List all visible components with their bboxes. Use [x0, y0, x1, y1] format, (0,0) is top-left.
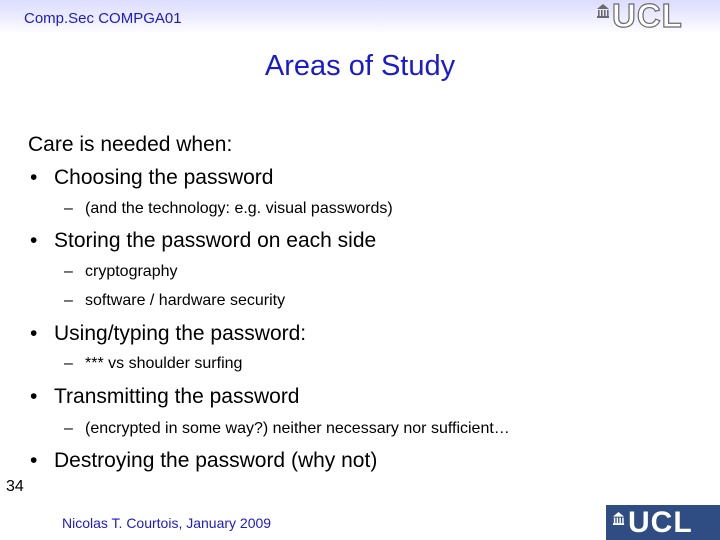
sub-bullet-icon: – [64, 420, 73, 437]
bullet-icon: • [30, 385, 38, 408]
bullet-icon: • [30, 449, 38, 472]
ucl-portico-icon [612, 512, 625, 525]
sub-bullet-text: (encrypted in some way?) neither necessary nor sufficient… [85, 420, 510, 437]
sub-bullet-text: cryptography [85, 263, 178, 280]
bullet-icon: • [30, 166, 38, 189]
sub-bullet-icon: – [64, 200, 73, 217]
sub-bullet-icon: – [64, 263, 73, 280]
bullet-icon: • [30, 322, 38, 345]
ucl-logo-text: UCL [628, 506, 693, 539]
sub-bullet-text: *** vs shoulder surfing [85, 355, 243, 372]
footer-author: Nicolas T. Courtois, January 2009 [62, 515, 272, 531]
sub-bullet-icon: – [64, 355, 73, 372]
sub-bullet-text: (and the technology: e.g. visual passwords) [85, 200, 393, 217]
bullet-text: Choosing the password [54, 166, 274, 189]
slide-number: 34 [6, 478, 24, 495]
bullet-text: Storing the password on each side [54, 229, 377, 252]
intro-text: Care is needed when: [28, 133, 233, 156]
bullet-icon: • [30, 229, 38, 252]
sub-bullet-text: software / hardware security [85, 292, 286, 309]
sub-bullet-icon: – [64, 292, 73, 309]
ucl-logo-text: UCL [612, 0, 683, 34]
course-title: Comp.Sec COMPGA01 [24, 10, 182, 27]
bullet-text: Destroying the password (why not) [54, 449, 378, 472]
bullet-text: Transmitting the password [54, 385, 300, 408]
bullet-text: Using/typing the password: [54, 322, 307, 345]
slide-title-text: Areas of Study [264, 50, 456, 82]
ucl-logo-bottom [606, 505, 720, 540]
